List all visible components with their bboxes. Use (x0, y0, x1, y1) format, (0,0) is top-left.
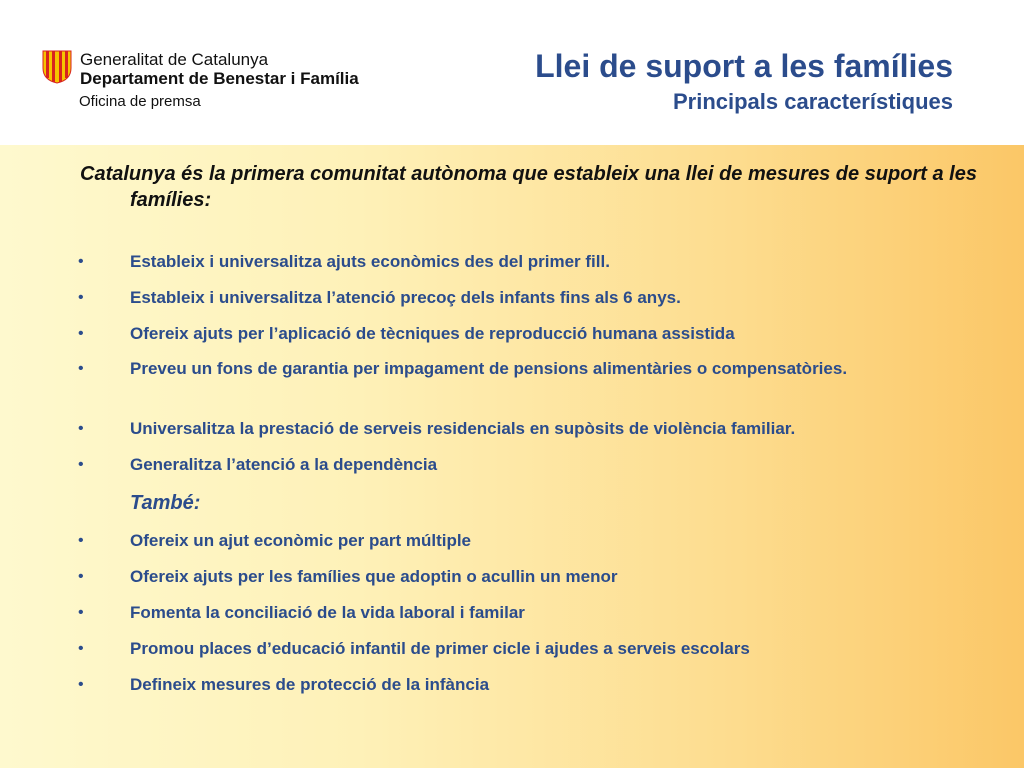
bullet-icon: • (78, 640, 84, 657)
list-item-text: Ofereix un ajut econòmic per part múltiple (130, 531, 472, 550)
department-name: Departament de Benestar i Família (80, 69, 359, 88)
bullet-icon: • (78, 420, 84, 437)
bullet-icon: • (78, 676, 84, 693)
also-heading: També: (130, 492, 201, 514)
list-item-text: Universalitza la prestació de serveis residencials en supòsits de violència familiar. (130, 419, 796, 438)
list-item-text: Generalitza l’atenció a la dependència (130, 455, 438, 474)
header (0, 0, 1024, 145)
generalitat-logo-icon (42, 50, 72, 84)
list-item-text: Ofereix ajuts per les famílies que adoptin o acullin un menor (130, 567, 618, 586)
bullet-icon: • (78, 532, 84, 549)
bullet-icon: • (78, 604, 84, 621)
bullet-icon: • (78, 568, 84, 585)
office-name: Oficina de premsa (79, 93, 201, 110)
bullet-icon: • (78, 325, 84, 342)
page-subtitle: Principals característiques (672, 89, 953, 114)
page-title: Llei de suport a les famílies (535, 48, 953, 84)
list-item-text: Fomenta la conciliació de la vida laboral i familar (130, 603, 525, 622)
list-item-text: Defineix mesures de protecció de la infància (130, 675, 490, 694)
list-item-text: Estableix i universalitza ajuts econòmics des del primer fill. (130, 252, 610, 271)
bullet-icon: • (78, 456, 84, 473)
intro-text: Catalunya és la primera comunitat autònoma que estableix una llei de mesures de suport a les famílies: (80, 163, 977, 211)
org-name: Generalitat de Catalunya (80, 50, 269, 69)
list-item-text: Estableix i universalitza l’atenció precoç dels infants fins als 6 anys. (130, 288, 681, 307)
bullet-icon: • (78, 253, 84, 270)
list-item-text: Promou places d’educació infantil de primer cicle i ajudes a serveis escolars (130, 639, 750, 658)
list-item-text: Ofereix ajuts per l’aplicació de tècniques de reproducció humana assistida (130, 324, 735, 343)
bullet-icon: • (78, 289, 84, 306)
list-item-text: Preveu un fons de garantia per impagament de pensions alimentàries o compensatòries. (130, 359, 848, 378)
bullet-icon: • (78, 360, 84, 377)
content-panel (0, 145, 1024, 768)
